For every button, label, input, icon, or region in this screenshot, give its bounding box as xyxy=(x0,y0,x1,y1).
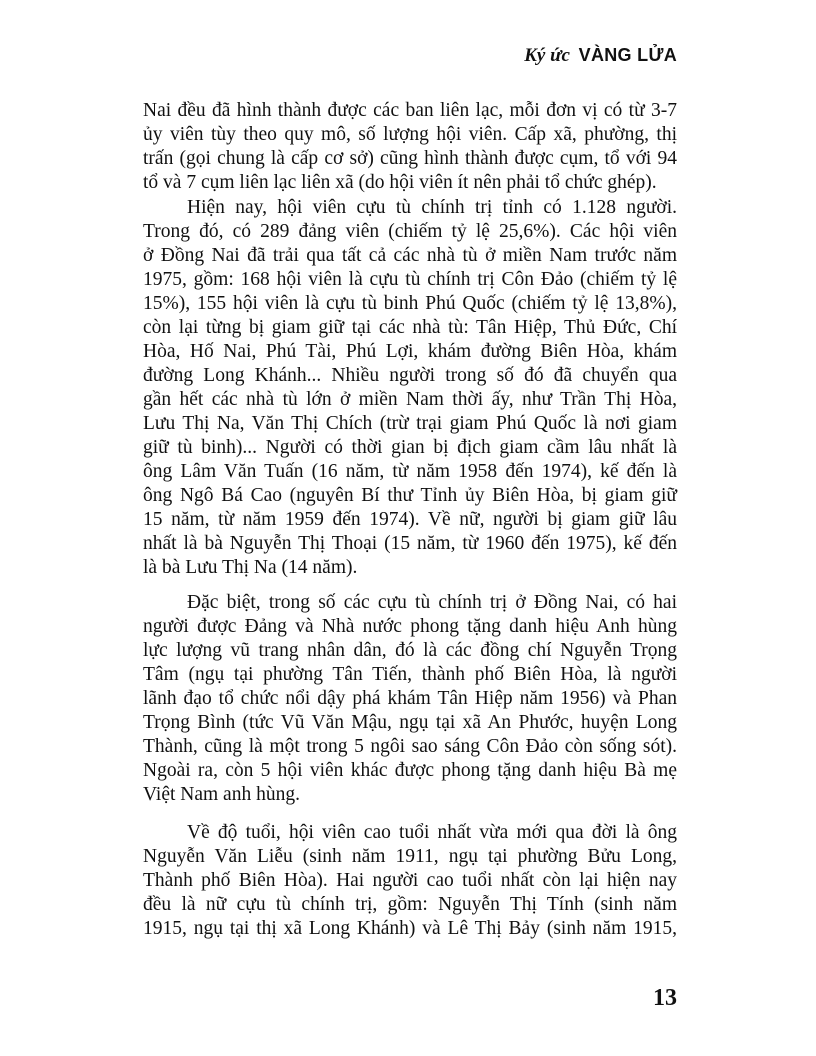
text-line: Đặc biệt, trong số các cựu tù chính trị ở Đồng Nai, có hai xyxy=(187,592,677,613)
text-line: Ngoài ra, còn 5 hội viên khác được phong tặng danh hiệu Bà mẹ xyxy=(143,760,677,781)
text-line: Hiện nay, hội viên cựu tù chính trị tỉnh có 1.128 người. xyxy=(187,197,677,218)
text-line: 15 năm, từ năm 1959 đến 1974). Về nữ, người bị giam giữ lâu xyxy=(143,509,677,530)
text-line: 15%), 155 hội viên là cựu tù binh Phú Quốc (chiếm tỷ lệ 13,8%), xyxy=(143,293,677,314)
text-line: Trọng Bình (tức Vũ Văn Mậu, ngụ tại xã An Phước, huyện Long xyxy=(143,712,677,733)
text-line: ông Lâm Văn Tuấn (16 năm, từ năm 1958 đến 1974), kế đến là xyxy=(143,461,677,482)
text-line: người được Đảng và Nhà nước phong tặng danh hiệu Anh hùng xyxy=(143,616,677,637)
paragraph-3 xyxy=(143,591,677,807)
page-number: 13 xyxy=(653,985,677,1011)
paragraph-1 xyxy=(143,99,677,195)
text-line: là bà Lưu Thị Na (14 năm). xyxy=(143,557,358,578)
book-title: VÀNG LỬA xyxy=(578,45,677,65)
text-line: lãnh đạo tổ chức nổi dậy phá khám Tân Hiệp năm 1956) và Phan xyxy=(143,688,677,709)
running-header xyxy=(524,45,677,67)
text-line: Thành, cũng là một trong 5 ngôi sao sáng Côn Đảo còn sống sót). xyxy=(143,736,677,757)
text-line: 1915, ngụ tại thị xã Long Khánh) và Lê Thị Bảy (sinh năm 1915, xyxy=(143,918,677,939)
text-line: còn lại từng bị giam giữ tại các nhà tù: Tân Hiệp, Thủ Đức, Chí xyxy=(143,317,677,338)
text-line: nhất là bà Nguyễn Thị Thoại (15 năm, từ 1960 đến 1975), kế đến xyxy=(143,533,677,554)
text-line: ở Đồng Nai đã trải qua tất cả các nhà tù ở miền Nam trước năm xyxy=(143,245,677,266)
text-line: Về độ tuổi, hội viên cao tuổi nhất vừa mới qua đời là ông xyxy=(187,822,677,843)
text-line: Thành phố Biên Hòa). Hai người cao tuổi nhất còn lại hiện nay xyxy=(143,870,677,891)
text-line: Tâm (ngụ tại phường Tân Tiến, thành phố Biên Hòa, là người xyxy=(143,664,677,685)
text-line: Lưu Thị Na, Văn Thị Chích (trừ trại giam Phú Quốc là nơi giam xyxy=(143,413,677,434)
text-line: gần hết các nhà tù lớn ở miền Nam thời ấy, như Trần Thị Hòa, xyxy=(143,389,677,410)
text-line: Nguyễn Văn Liễu (sinh năm 1911, ngụ tại phường Bửu Long, xyxy=(143,846,677,867)
text-line: giữ tù binh)... Người có thời gian bị địch giam cầm lâu nhất là xyxy=(143,437,677,458)
text-line: trấn (gọi chung là cấp cơ sở) cũng hình thành được cụm, tổ với 94 xyxy=(143,148,677,169)
text-line: Trong đó, có 289 đảng viên (chiếm tỷ lệ 25,6%). Các hội viên xyxy=(143,221,677,242)
paragraph-4 xyxy=(143,821,677,941)
text-line: Hòa, Hố Nai, Phú Tài, Phú Lợi, khám đường Biên Hòa, khám xyxy=(143,341,677,362)
text-line: tổ và 7 cụm liên lạc liên xã (do hội viên ít nên phải tổ chức ghép). xyxy=(143,172,657,193)
text-line: đường Long Khánh... Nhiều người trong số đó đã chuyển qua xyxy=(143,365,677,386)
text-line: Việt Nam anh hùng. xyxy=(143,784,300,805)
text-line: Nai đều đã hình thành được các ban liên lạc, mỗi đơn vị có từ 3-7 xyxy=(143,100,677,121)
text-line: ông Ngô Bá Cao (nguyên Bí thư Tỉnh ủy Biên Hòa, bị giam giữ xyxy=(143,485,677,506)
text-line: 1975, gồm: 168 hội viên là cựu tù chính trị Côn Đảo (chiếm tỷ lệ xyxy=(143,269,677,290)
book-title-script: Ký ức xyxy=(524,45,570,66)
text-line: đều là nữ cựu tù chính trị, gồm: Nguyễn Thị Tính (sinh năm xyxy=(143,894,677,915)
text-line: lực lượng vũ trang nhân dân, đó là các đồng chí Nguyễn Trọng xyxy=(143,640,677,661)
paragraph-2 xyxy=(143,196,677,580)
text-line: ủy viên tùy theo quy mô, số lượng hội viên. Cấp xã, phường, thị xyxy=(143,124,677,145)
